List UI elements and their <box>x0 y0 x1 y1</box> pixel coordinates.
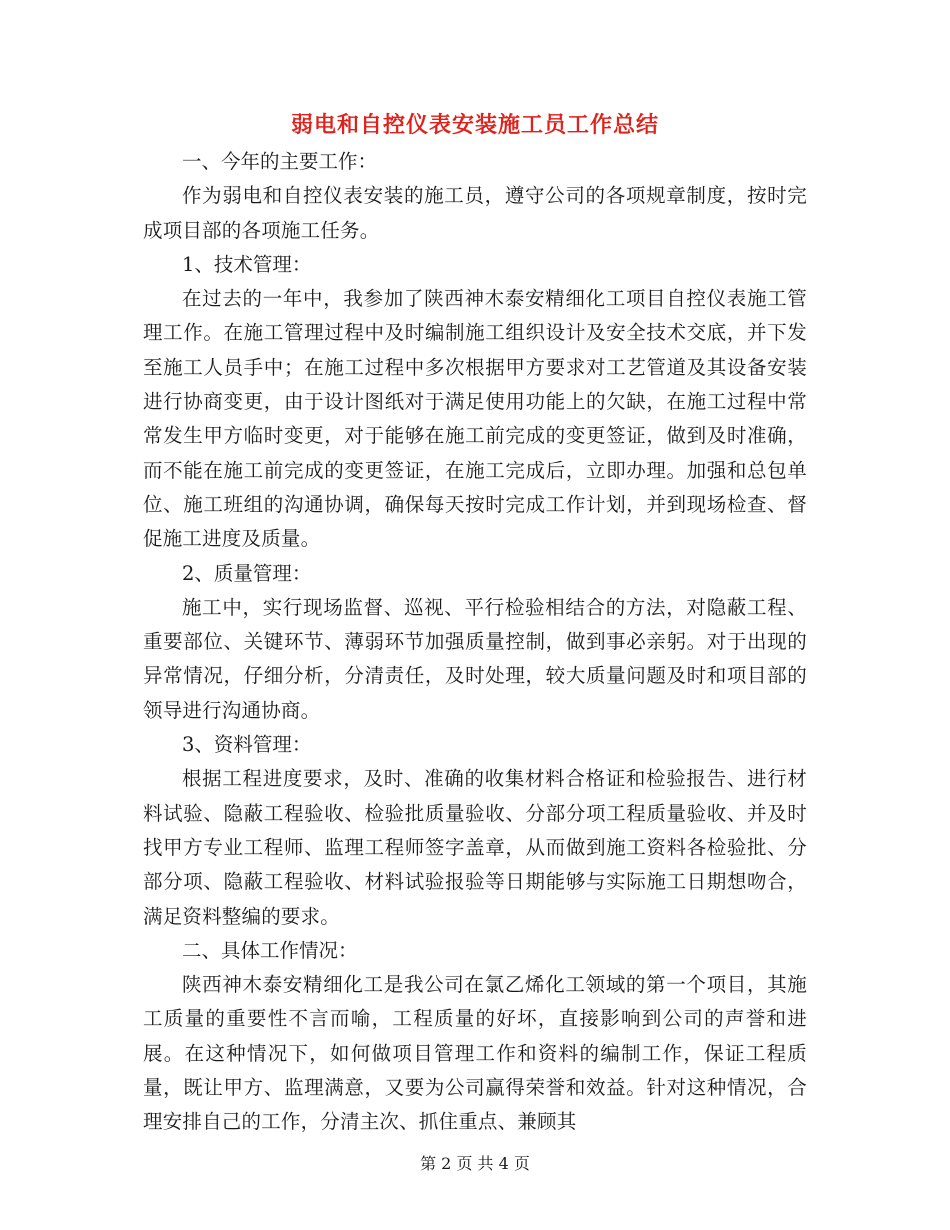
section-heading-quality: 2、质量管理： <box>182 561 312 585</box>
document-body <box>143 145 807 1140</box>
paragraph-documents: 根据工程进度要求，及时、准确的收集材料合格证和检验报告、进行材料试验、隐蔽工程验收、检验批质量验收、分部分项工程质量验收、并及时找甲方专业工程师、监理工程师签字盖章，从而做到施工资料各检验批、分部分项、隐蔽工程验收、材料试验报验等日期能够与实际施工日期想吻合，满足资料整编的要求。 <box>143 767 807 928</box>
paragraph-technical: 在过去的一年中，我参加了陕西神木泰安精细化工项目自控仪表施工管理工作。在施工管理过程中及时编制施工组织设计及安全技术交底，并下发至施工人员手中；在施工过程中多次根据甲方要求对工艺管道及其设备安装进行协商变更，由于设计图纸对于满足使用功能上的欠缺，在施工过程中常常发生甲方临时变更，对于能够在施工前完成的变更签证，做到及时准确，而不能在施工前完成的变更签证，在施工完成后，立即办理。加强和总包单位、施工班组的沟通协调，确保每天按时完成工作计划，并到现场检查、督促施工进度及质量。 <box>143 287 807 551</box>
paragraph-intro: 作为弱电和自控仪表安装的施工员，遵守公司的各项规章制度，按时完成项目部的各项施工任务。 <box>143 184 807 242</box>
section-heading-technical: 1、技术管理： <box>182 252 312 276</box>
section-heading-documents: 3、资料管理： <box>182 733 312 757</box>
paragraph-details: 陕西神木泰安精细化工是我公司在氯乙烯化工领域的第一个项目，其施工质量的重要性不言而喻，工程质量的好坏，直接影响到公司的声誉和进展。在这种情况下，如何做项目管理工作和资料的编制工作，保证工程质量，既让甲方、监理满意，又要为公司赢得荣誉和效益。针对这种情况，合理安排自己的工作，分清主次、抓住重点、兼顾其 <box>143 973 807 1134</box>
paragraph-quality: 施工中，实行现场监督、巡视、平行检验相结合的方法，对隐蔽工程、重要部位、关键环节、薄弱环节加强质量控制，做到事必亲躬。对于出现的异常情况，仔细分析，分清责任，及时处理，较大质量问题及时和项目部的领导进行沟通协商。 <box>143 595 807 722</box>
section-heading-main-work: 一、今年的主要工作： <box>182 150 378 173</box>
section-heading-details: 二、具体工作情况： <box>182 938 358 962</box>
page-footer: 第 2 页 共 4 页 <box>420 1154 530 1173</box>
document-title: 弱电和自控仪表安装施工员工作总结 <box>290 113 659 138</box>
